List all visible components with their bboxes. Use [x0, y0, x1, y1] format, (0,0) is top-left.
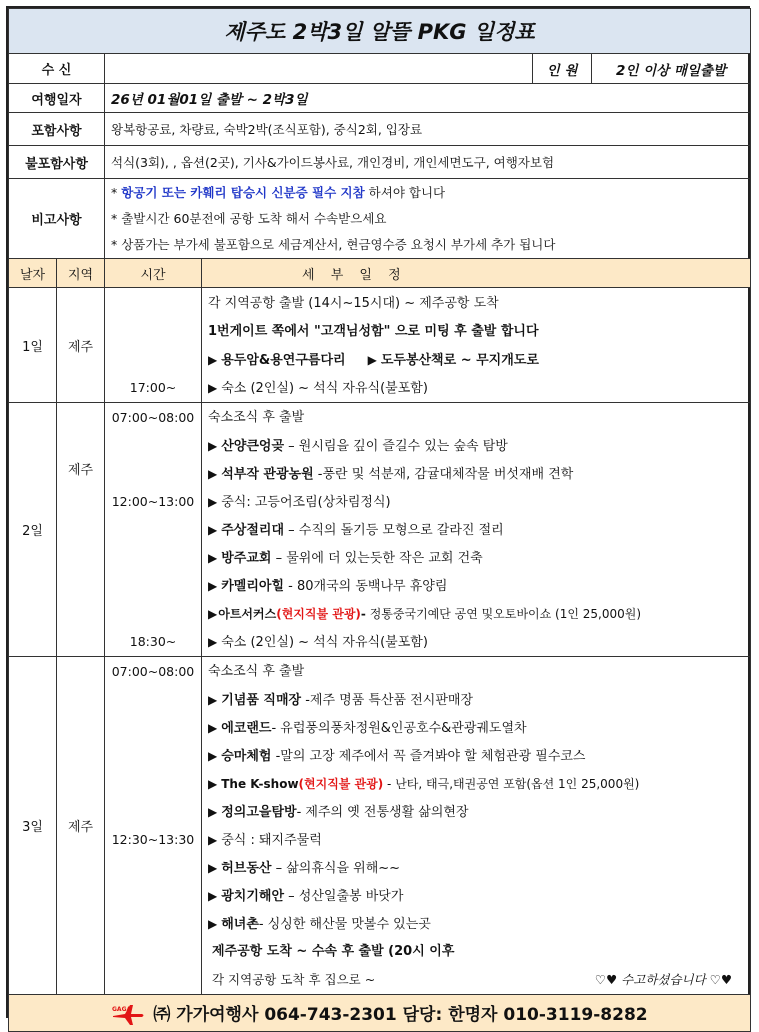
day-2-line-9: ▶ 숙소 (2인실) ~ 석식 자유식(불포함) — [208, 635, 428, 650]
triangle-icon: ▶ — [208, 861, 218, 875]
header-day: 날자 — [9, 259, 57, 288]
day-1-line-4: ▶ 숙소 (2인실) ~ 석식 자유식(불포함) — [208, 381, 428, 396]
logo-text: GAGA — [112, 1005, 132, 1013]
day-2-times — [105, 403, 202, 657]
triangle-icon: ▶ — [208, 833, 218, 847]
triangle-icon: ▶ — [208, 721, 218, 735]
day-3-details — [202, 657, 751, 995]
note-3: * 상품가는 부가세 불포함으로 세금계산서, 현금영수증 요청시 부가세 추가 됩니다 — [111, 236, 556, 252]
triangle-icon: ▶ — [208, 917, 218, 931]
day-3-time-7: 12:30~13:30 — [111, 832, 195, 847]
day-3-time-1: 07:00~08:00 — [111, 664, 195, 679]
page-title: 제주도 2박3일 알뜰 PKG 일정표 — [9, 9, 751, 54]
day-3-line-8: ▶ 허브동산 – 삶의휴식을 위해~~ — [208, 861, 401, 876]
company-contact: ㈜ 가가여행사 064-743-2301 담당: 한명자 010-3119-8282 — [153, 1004, 648, 1025]
day-2-time-9: 18:30~ — [129, 634, 177, 649]
day-2-line-1: 숙소조식 후 출발 — [208, 410, 305, 425]
day-3-line-1: 숙소조식 후 출발 — [208, 664, 305, 679]
day-2-line-4: ▶ 중식: 고등어조림(상차림정식) — [208, 495, 391, 510]
footer — [9, 995, 751, 1032]
day-2-time-4: 12:00~13:00 — [111, 494, 195, 509]
day-2-line-3: ▶ 석부작 관광농원 -풍란 및 석분재, 감귤대체작물 버섯재배 견학 — [208, 467, 574, 482]
header-detail: 세 부 일 정 — [202, 259, 751, 288]
triangle-icon: ▶ — [208, 439, 218, 453]
note-1-emphasis: 항공기 또는 카훼리 탑승시 신분증 필수 지참 — [121, 184, 365, 200]
triangle-icon: ▶ — [208, 805, 218, 819]
day-2-line-5: ▶ 주상절리대 – 수직의 돌기등 모형으로 갈라진 절리 — [208, 523, 504, 538]
excluded-value: 석식(3회), , 옵션(2곳), 기사&가이드봉사료, 개인경비, 개인세면도구, 여행자보험 — [105, 146, 751, 179]
day-3-line-4: ▶ 승마체험 -말의 고장 제주에서 꼭 즐겨봐야 할 체험관광 필수코스 — [208, 749, 586, 764]
schedule-header — [9, 259, 751, 288]
day-row-1 — [9, 288, 751, 403]
triangle-icon: ▶ — [208, 607, 218, 621]
triangle-icon: ▶ — [208, 579, 218, 593]
recipient-value — [105, 54, 533, 84]
triangle-icon: ▶ — [208, 693, 218, 707]
day-2-line-6: ▶ 방주교회 – 물위에 더 있는듯한 작은 교회 건축 — [208, 551, 483, 566]
thanks-sign: ♡♥ 수고하셨습니다 ♡♥ — [594, 972, 733, 987]
day-3-line-5: ▶ The K-show(현지직불 관광) - 난타, 태극,태권공연 포함(옵션 1인 25,000원) — [208, 777, 640, 791]
included-value: 왕복항공료, 차량료, 숙박2박(조식포함), 중식2회, 입장료 — [105, 113, 751, 146]
triangle-icon: ▶ — [208, 467, 218, 481]
day-1-line-2: 1번게이트 쪽에서 "고객님성함" 으로 미팅 후 출발 합니다 — [208, 324, 539, 339]
day-3-line-12: 각 지역공항 도착 후 집으로 ~ ♡♥ 수고하셨습니다 ♡♥ — [202, 966, 750, 994]
triangle-icon: ▶ — [208, 777, 218, 791]
people-label: 인 원 — [533, 54, 592, 84]
day-3-region: 제주 — [57, 657, 105, 995]
triangle-icon: ▶ — [208, 551, 218, 565]
travel-date-label: 여행일자 — [9, 84, 105, 113]
triangle-icon: ▶ — [208, 635, 218, 649]
day-row-2 — [9, 403, 751, 657]
notes-list — [105, 179, 751, 259]
day-3-line-9: ▶ 광치기해안 – 성산일출봉 바닷가 — [208, 889, 404, 904]
day-row-3 — [9, 657, 751, 995]
triangle-icon: ▶ — [208, 889, 218, 903]
day-3-line-7: ▶ 중식 : 돼지주물럭 — [208, 833, 322, 848]
triangle-icon: ▶ — [208, 749, 218, 763]
included-label: 포함사항 — [9, 113, 105, 146]
day-3-line-2: ▶ 기념품 직매장 -제주 명품 특산품 전시판매장 — [208, 693, 474, 708]
triangle-icon: ▶ — [208, 523, 218, 537]
day-3-line-3: ▶ 에코랜드- 유럽풍의풍차정원&인공호수&관광궤도열차 — [208, 721, 527, 736]
day-1-region: 제주 — [57, 288, 105, 403]
people-value: 2인 이상 매일출발 — [592, 54, 751, 84]
day-2-region: 제주 — [57, 403, 105, 657]
day-1-time-4: 17:00~ — [129, 380, 177, 395]
day-2-time-1: 07:00~08:00 — [111, 410, 195, 425]
itinerary-sheet — [6, 6, 750, 1025]
note-1: * 항공기 또는 카훼리 탑승시 신분증 필수 지참 하셔야 합니다 — [111, 184, 446, 200]
day-3-label: 3일 — [9, 657, 57, 995]
day-2-line-8: ▶아트서커스(현지직불 관광)- 정통중국기예단 공연 및오토바이쇼 (1인 25,000원) — [208, 607, 642, 621]
header-region: 지역 — [57, 259, 105, 288]
day-1-label: 1일 — [9, 288, 57, 403]
recipient-label: 수 신 — [9, 54, 105, 84]
day-1-line-3: ▶ 용두암&용연구름다리 ▶ 도두봉산책로 ~ 무지개도로 — [208, 353, 539, 368]
notes-label: 비고사항 — [9, 179, 105, 259]
itinerary-table — [8, 8, 751, 1032]
day-1-details — [202, 288, 751, 403]
triangle-icon: ▶ — [208, 495, 218, 509]
day-2-label: 2일 — [9, 403, 57, 657]
triangle-icon: ▶ — [367, 353, 377, 367]
header-time: 시간 — [105, 259, 202, 288]
day-1-line-1: 각 지역공항 출발 (14시~15시대) ~ 제주공항 도착 — [208, 296, 499, 311]
excluded-label: 불포함사항 — [9, 146, 105, 179]
travel-date-value: 26년 01월01일 출발 ~ 2박3일 — [105, 84, 751, 113]
day-3-line-10: ▶ 해녀촌- 싱싱한 해산물 맛볼수 있는곳 — [208, 917, 431, 932]
day-3-line-6: ▶ 정의고을탐방- 제주의 옛 전통생활 삶의현장 — [208, 805, 469, 820]
day-2-line-2: ▶ 산양큰엉곶 – 원시림을 깊이 즐길수 있는 숲속 탐방 — [208, 439, 508, 454]
triangle-icon: ▶ — [208, 353, 218, 367]
day-3-times — [105, 657, 202, 995]
triangle-icon: ▶ — [208, 381, 218, 395]
day-1-times — [105, 288, 202, 403]
day-2-line-7: ▶ 카멜리아힐 - 80개국의 동백나무 휴양림 — [208, 579, 448, 594]
note-2: * 출발시간 60분전에 공항 도착 해서 수속받으세요 — [111, 210, 387, 226]
airplane-logo-icon — [111, 1003, 145, 1027]
day-3-line-11: 제주공항 도착 ~ 수속 후 출발 (20시 이후 — [212, 944, 455, 959]
day-2-details — [202, 403, 751, 657]
